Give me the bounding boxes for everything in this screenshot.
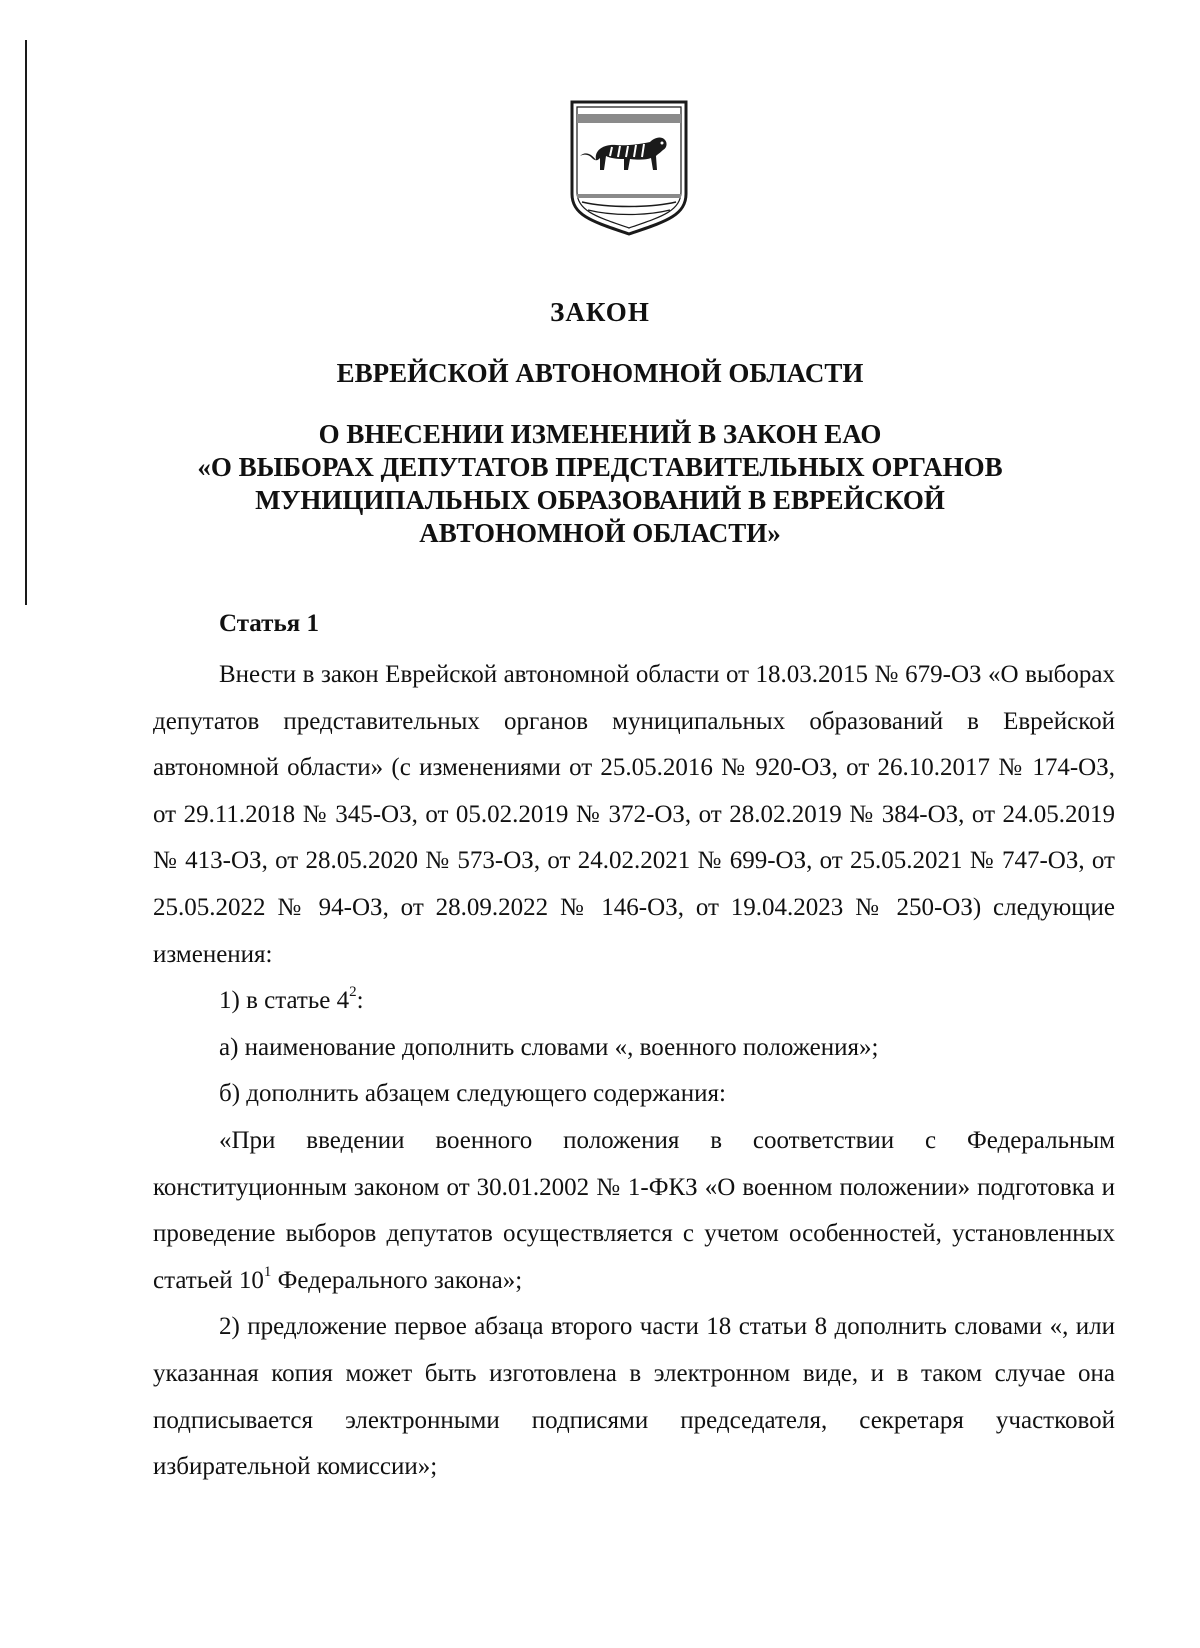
law-heading: ЗАКОН	[550, 297, 650, 327]
item-1a-paragraph: а) наименование дополнить словами «, военного положения»;	[219, 1033, 879, 1061]
intro-paragraph: Внести в закон Еврейской автономной области от 18.03.2015 № 679-ОЗ «О выборах депутатов представительных органов муниципальных образований в Еврейской автономной области» (с изменениями от 25.05.2016 № 920-ОЗ, от 26.10.2017 № 174-ОЗ, от 29.11.2018 № 345-ОЗ, от 05.02.2019 № 372-ОЗ, от 28.02.2019 № 384-ОЗ, от 24.05.2019 № 413-ОЗ, от 28.05.2020 № 573-ОЗ, от 24.02.2021 № 699-ОЗ, от 25.05.2021 № 747-ОЗ, от 25.05.2022 № 94-ОЗ, от 28.09.2022 № 146-ОЗ, от 19.04.2023 № 250-ОЗ) следующие изменения:	[153, 661, 1115, 968]
item-1-paragraph	[153, 978, 1115, 1025]
law-title-line: О ВНЕСЕНИИ ИЗМЕНЕНИЙ В ЗАКОН ЕАО	[318, 419, 882, 449]
item-1-text: 1) в статье 4	[219, 987, 350, 1015]
quote-superscript: 1	[263, 1263, 272, 1280]
law-title	[0, 418, 1200, 550]
quote-text: «При введении военного положения в соответствии с Федеральным конституционным законом от 30.01.2002 № 1-ФКЗ «О военном положении» подготовка и проведение выборов депутатов осуществляется с учетом особенностей, установленных статьей 10	[153, 1126, 1115, 1294]
article-body	[153, 652, 1115, 1491]
article-heading: Статья 1	[219, 610, 319, 637]
item-1b-paragraph: б) дополнить абзацем следующего содержания:	[219, 1080, 726, 1108]
region-heading: ЕВРЕЙСКОЙ АВТОНОМНОЙ ОБЛАСТИ	[336, 358, 864, 388]
law-title-line: «О ВЫБОРАХ ДЕПУТАТОВ ПРЕДСТАВИТЕЛЬНЫХ ОРГАНОВ	[197, 452, 1003, 482]
tiger-coat-of-arms-icon	[568, 98, 690, 238]
law-title-line: МУНИЦИПАЛЬНЫХ ОБРАЗОВАНИЙ В ЕВРЕЙСКОЙ	[255, 485, 945, 515]
quote-paragraph	[153, 1118, 1115, 1304]
item-1-superscript: 2	[349, 984, 357, 1001]
item-1-suffix: :	[356, 987, 364, 1015]
quote-suffix: Федерального закона»;	[271, 1266, 523, 1294]
law-title-line: АВТОНОМНОЙ ОБЛАСТИ»	[419, 518, 781, 548]
item-2-paragraph: 2) предложение первое абзаца второго части 18 статьи 8 дополнить словами «, или указанная копия может быть изготовлена в электронном виде, и в таком случае она подписывается электронными подписями председателя, секретаря участковой избирательной комиссии»;	[153, 1313, 1115, 1481]
